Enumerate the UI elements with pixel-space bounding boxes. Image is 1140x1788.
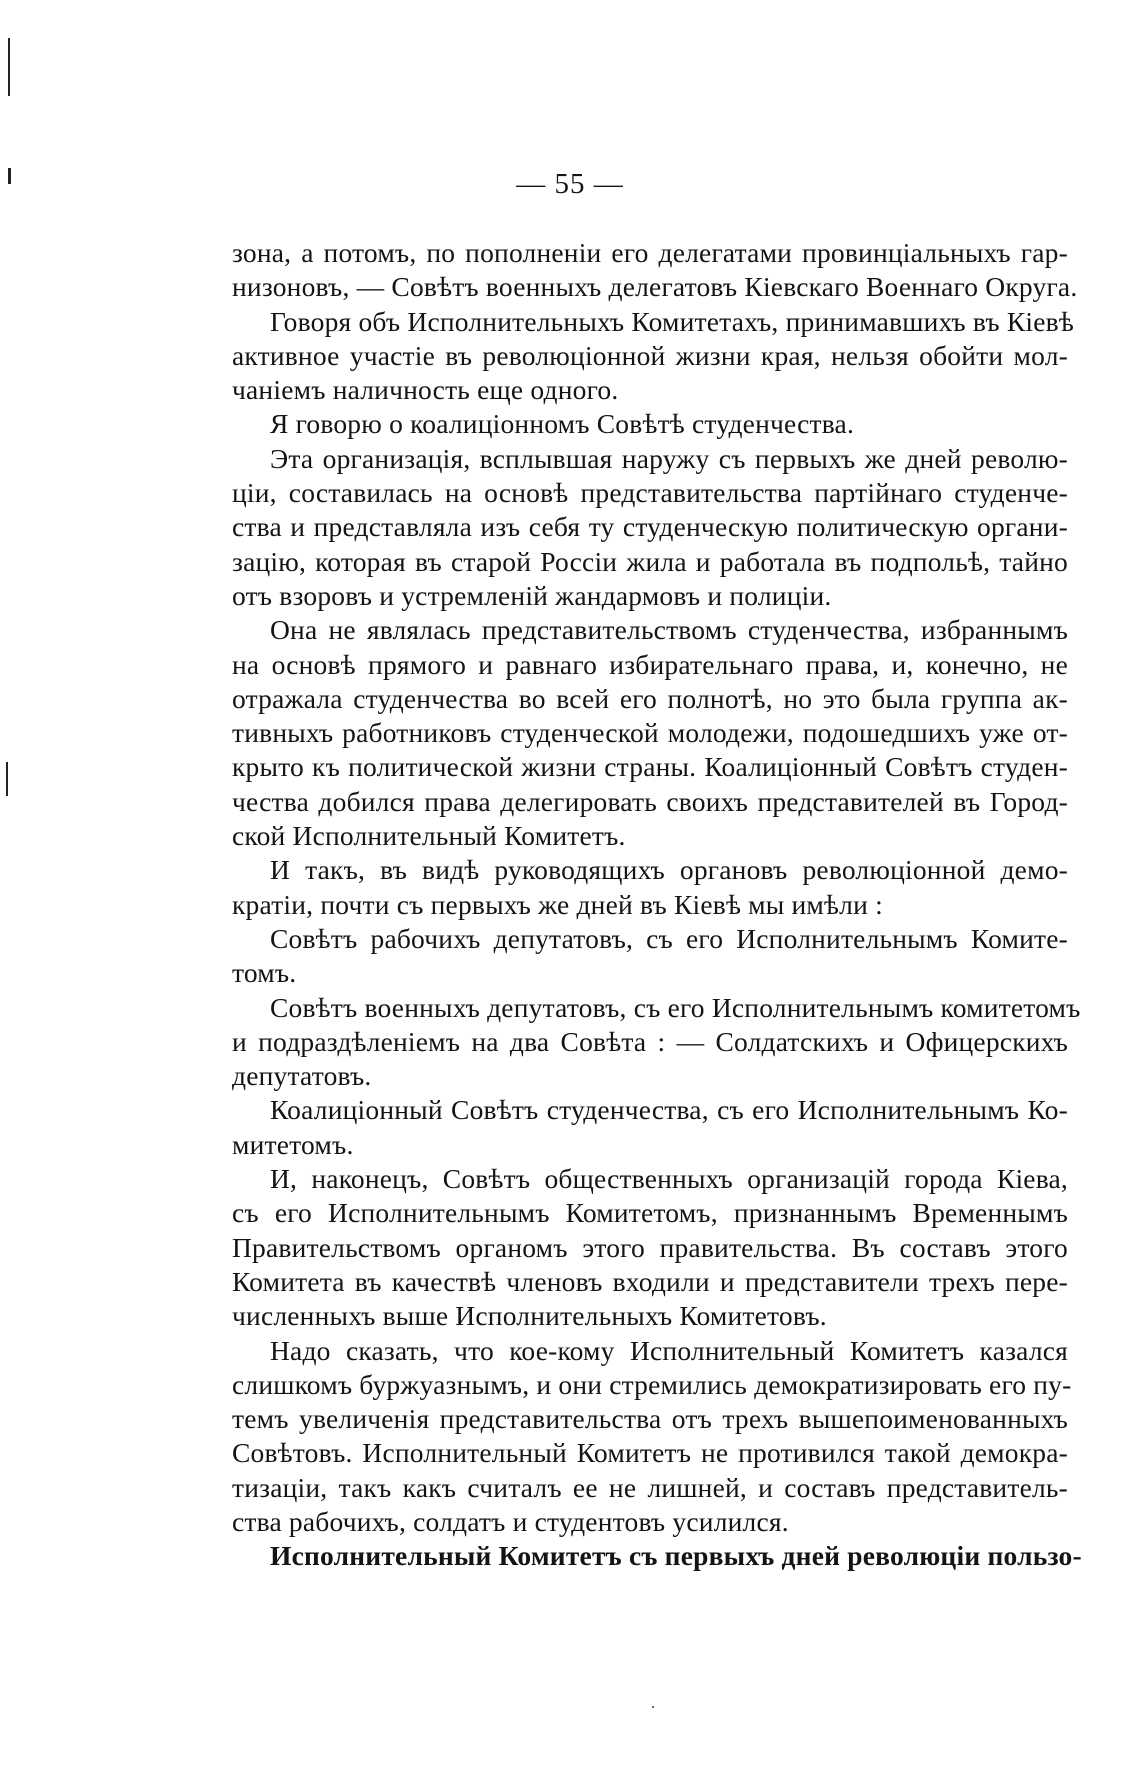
text-line: Эта организація, всплывшая наружу съ первыхъ же дней револю- <box>270 442 1068 474</box>
text-line: чаніемъ наличность еще одного. <box>232 374 619 406</box>
text-line: темъ увеличенія представительства отъ трехъ вышепоименованныхъ <box>232 1403 1068 1435</box>
text-line: отъ взоровъ и устремленій жандармовъ и полиціи. <box>232 579 832 611</box>
text-line: тивныхъ работниковъ студенческой молодежи, подошедшихъ уже от- <box>232 717 1068 749</box>
text-line: зацію, которая въ старой Россіи жила и работала въ подпольѣ, тайно <box>232 545 1068 577</box>
text-line: тизаціи, такъ какъ считалъ ее не лишней, и составъ представитель- <box>232 1471 1068 1503</box>
text-line: крыто къ политической жизни страны. Коалиціонный Совѣтъ студен- <box>232 751 1068 783</box>
text-line: отражала студенчества во всей его полнотѣ, но это была группа ак- <box>232 682 1068 714</box>
text-line: ства рабочихъ, солдатъ и студентовъ усилился. <box>232 1505 789 1537</box>
text-line: слишкомъ буржуазнымъ, и они стремились демократизировать его пу- <box>232 1368 1072 1400</box>
text-line: численныхъ выше Исполнительныхъ Комитетовъ. <box>232 1300 827 1332</box>
text-line: и подраздѣленіемъ на два Совѣта : — Солдатскихъ и Офицерскихъ <box>232 1025 1068 1057</box>
text-line: Она не являлась представительствомъ студенчества, избраннымъ <box>270 614 1068 646</box>
body-text <box>232 236 1082 1574</box>
text-line: И такъ, въ видѣ руководящихъ органовъ революціонной демо- <box>270 854 1068 886</box>
text-line: зона, а потомъ, по пополненіи его делегатами провинціальныхъ гар- <box>232 237 1068 268</box>
margin-mark-lower <box>6 762 8 796</box>
text-line: Надо сказать, что кое-кому Исполнительный Комитетъ казался <box>270 1334 1068 1366</box>
text-line: кратіи, почти съ первыхъ же дней въ Кіевѣ мы имѣли : <box>232 888 883 920</box>
text-line: Комитета въ качествѣ членовъ входили и представители трехъ пере- <box>232 1265 1068 1297</box>
text-line: чества добился права делегировать своихъ представителей въ Город- <box>232 785 1068 817</box>
text-line: ской Исполнительный Комитетъ. <box>232 820 626 852</box>
text-line: низоновъ, — Совѣтъ военныхъ делегатовъ Кіевскаго Военнаго Округа. <box>232 271 1078 303</box>
text-line: томъ. <box>232 957 297 989</box>
text-line: И, наконецъ, Совѣтъ общественныхъ организацій города Кіева, <box>270 1163 1068 1195</box>
text-line: Коалиціонный Совѣтъ студенчества, съ его Исполнительнымъ Ко- <box>270 1094 1068 1126</box>
text-line: Совѣтъ военныхъ депутатовъ, съ его Исполнительнымъ комитетомъ <box>270 991 1081 1023</box>
margin-mark-top <box>8 38 10 96</box>
text-line: ства и представляла изъ себя ту студенческую политическую органи- <box>232 511 1068 543</box>
text-line: ціи, составилась на основѣ представительства партійнаго студенче- <box>232 477 1068 509</box>
scan-speck <box>652 1706 654 1708</box>
text-line: Совѣтовъ. Исполнительный Комитетъ не противился такой демокра- <box>232 1437 1068 1469</box>
text-line: депутатовъ. <box>232 1060 372 1092</box>
text-line: Исполнительный Комитетъ съ первыхъ дней революціи пользо- <box>270 1540 1082 1572</box>
text-line: митетомъ. <box>232 1128 354 1160</box>
text-line: съ его Исполнительнымъ Комитетомъ, признаннымъ Временнымъ <box>232 1197 1068 1229</box>
text-line: на основѣ прямого и равнаго избирательнаго права, и, конечно, не <box>232 648 1068 680</box>
page-number: — 55 — <box>516 168 624 200</box>
text-line: Я говорю о коалиціонномъ Совѣтѣ студенчества. <box>270 408 855 440</box>
text-line: Совѣтъ рабочихъ депутатовъ, съ его Исполнительнымъ Комите- <box>270 922 1068 954</box>
text-line: активное участіе въ революціонной жизни края, нельзя обойти мол- <box>232 339 1068 371</box>
text-line: Правительствомъ органомъ этого правительства. Въ составъ этого <box>232 1231 1068 1263</box>
text-line: Говоря объ Исполнительныхъ Комитетахъ, принимавшихъ въ Кіевѣ <box>270 305 1074 337</box>
